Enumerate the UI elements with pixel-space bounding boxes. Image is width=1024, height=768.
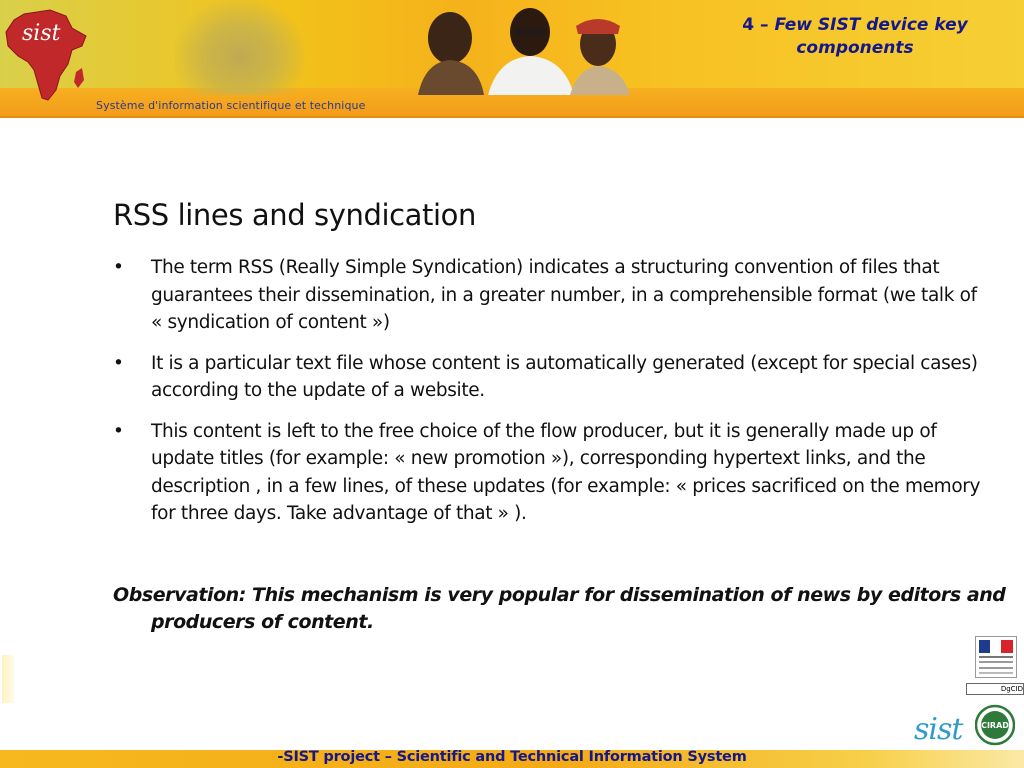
header-banner: [0, 0, 1024, 118]
slide-title-text: Few SIST device key components: [774, 15, 968, 58]
bullet-icon: •: [113, 420, 124, 442]
bullet-text: The term RSS (Really Simple Syndication) indicates a structuring convention of files that guarantees their dissemination, in a greater number, in a comprehensible format (we talk of « syndication of content »): [151, 257, 977, 333]
bullet-item: [113, 350, 993, 405]
footer-text: -SIST project – Scientific and Technical Information System: [277, 749, 747, 765]
cirad-logo-icon: [975, 703, 1015, 747]
researchers-photo: [380, 0, 720, 95]
sist-logo: sist: [914, 712, 963, 747]
slide-number: 4 –: [742, 15, 775, 35]
cirad-logo-text: CIRAD: [981, 721, 1009, 730]
observation-note: Observation: This mechanism is very popular for dissemination of news by editors and producers of content.: [113, 584, 1006, 633]
section-heading: RSS lines and syndication: [113, 198, 477, 232]
bullet-item: [113, 254, 993, 337]
bullet-list: [113, 254, 993, 541]
dgcid-logo-text: DgCID: [1000, 685, 1023, 693]
bullet-icon: •: [113, 352, 124, 374]
bullet-icon: •: [113, 257, 124, 278]
dgcid-logo: [966, 683, 1024, 695]
bullet-item: [113, 418, 993, 528]
banner-divider: [0, 116, 1024, 118]
slide-title: [720, 14, 990, 60]
bullet-text: It is a particular text file whose content is automatically generated (except for special cases) according to the update of a website.: [151, 352, 978, 401]
banner-tagline: Système d'information scientifique et technique: [96, 99, 366, 112]
bullet-text: This content is left to the free choice of the flow producer, but it is generally made up of update titles (for example: « new promotion »), corresponding hypertext links, and the description , in a few lines, of these updates (for example: « prices sacrificed on the memory for three days. Take advantage of that » ).: [151, 420, 981, 524]
baobab-tree-image: [175, 0, 305, 95]
republique-francaise-logo-icon: [975, 636, 1017, 678]
sist-logo-text: sist: [22, 21, 61, 46]
left-decor-strip: [2, 655, 14, 703]
africa-map-logo-icon: [2, 6, 94, 104]
